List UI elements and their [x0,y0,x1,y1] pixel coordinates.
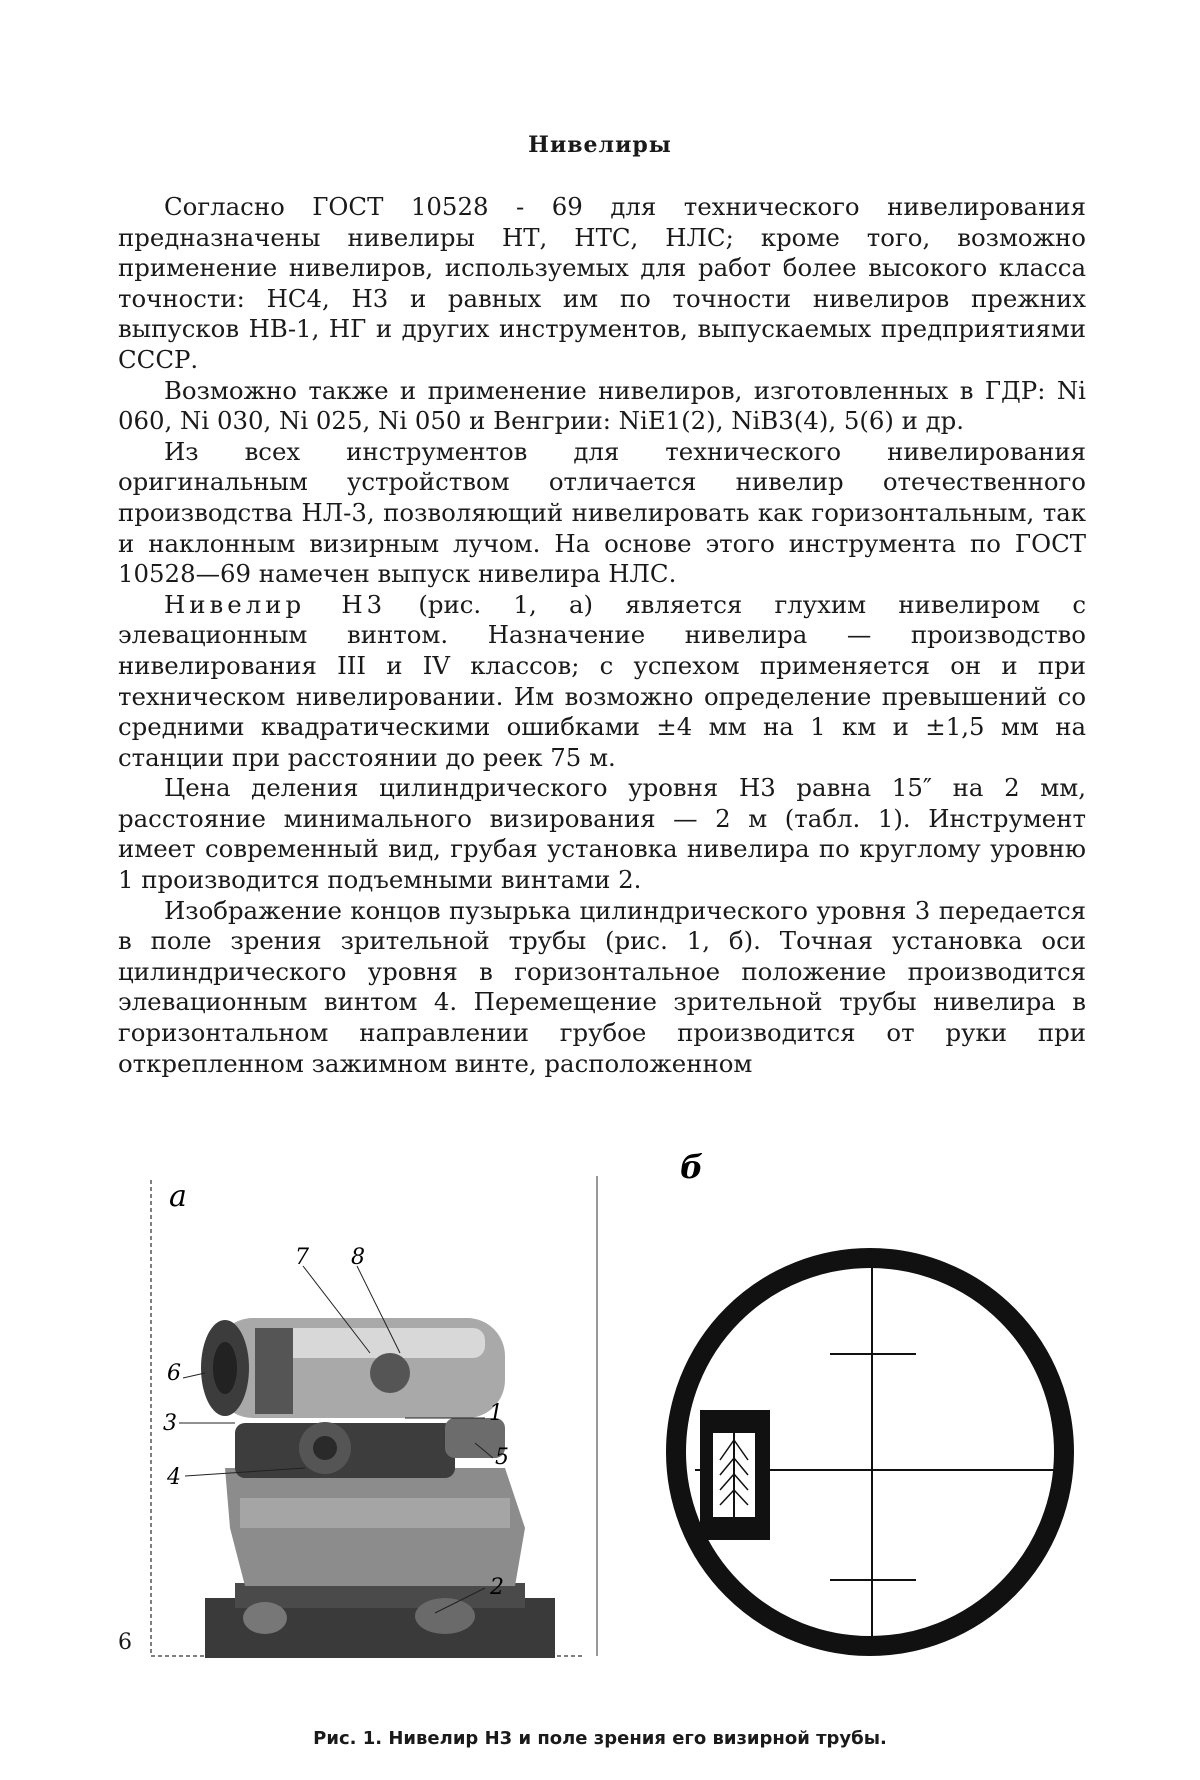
foot-screw-right [415,1598,475,1634]
paragraph-level-division: Цена деления цилиндрического уровня Н3 равна 15″ на 2 мм, расстояние минимального визирования — 2 м (табл. 1). Инструмент имеет современный вид, грубая установка нивелира по круглому уровню 1 производится подъемными винтами 2. [118,773,1086,895]
paragraph-n3-text: (рис. 1, а) является глухим нивелиром с элевационным винтом. Назначение нивелира — производство нивелирования III и IV классов; с успехом применяется он и при техническом нивелировании. Им возможно определение превышений со средними квадратическими ошибками ±4 мм на 1 км и ±1,5 мм на станции при расстоянии до реек 75 м. [118,590,1086,772]
spaced-term: Нивелир Н3 [164,590,386,619]
eyepiece-lens [213,1342,237,1394]
figure-b-field-of-view [640,1140,1090,1660]
callout-5: 5 [495,1445,509,1470]
figure-caption: Рис. 1. Нивелир Н3 и поле зрения его визирной трубы. [0,1728,1200,1749]
body-highlight [240,1498,510,1528]
figure-b-label: б [680,1148,703,1186]
callout-3: 3 [163,1411,177,1436]
body-text [118,192,1086,1079]
foot-screw-left [243,1602,287,1634]
paragraph-bubble-image: Изображение концов пузырька цилиндрического уровня 3 передается в поле зрения зрительной трубы (рис. 1, б). Точная установка оси цилиндрического уровня в горизонтальное положение производится элевационным винтом 4. Перемещение зрительной трубы нивелира в горизонтальном направлении грубое производится от руки при открепленном зажимном винте, расположенном [118,896,1086,1080]
elevation-screw-core [313,1436,337,1460]
callout-2: 2 [489,1575,504,1600]
callout-7: 7 [295,1245,309,1270]
page-number: 6 [118,1630,132,1655]
paragraph-foreign-levels: Возможно также и применение нивелиров, изготовленных в ГДР: Ni 060, Ni 030, Ni 025, Ni 050 и Венгрии: NiE1(2), NiB3(4), 5(6) и др. [118,376,1086,437]
paragraph-gost-levels: Согласно ГОСТ 10528 - 69 для технического нивелирования предназначены нивелиры НТ, НТС, НЛС; кроме того, возможно применение нивелиров, используемых для работ более высокого класса точности: НС4, Н3 и равных им по точности нивелиров прежних выпусков НВ-1, НГ и других инструментов, выпускаемых предприятиями СССР. [118,192,1086,376]
focus-ring [255,1328,293,1414]
telescope-highlight [265,1328,485,1358]
paragraph-nl3: Из всех инструментов для технического нивелирования оригинальным устройством отличается нивелир отечественного производства НЛ-3, позволяющий нивелировать как горизонтальным, так и наклонным визирным лучом. На основе этого инструмента по ГОСТ 10528—69 намечен выпуск нивелира НЛС. [118,437,1086,590]
figure-a-label: а [169,1179,187,1214]
focus-knob [370,1353,410,1393]
callout-1: 1 [489,1401,503,1426]
section-heading: Нивелиры [0,132,1200,158]
paragraph-n3-description [118,590,1086,774]
figure-a-level-instrument [145,1168,605,1662]
callout-8: 8 [351,1245,365,1270]
tribrach [235,1583,525,1608]
book-page [0,0,1200,1780]
callout-4: 4 [166,1465,181,1490]
callout-6: 6 [167,1361,181,1386]
